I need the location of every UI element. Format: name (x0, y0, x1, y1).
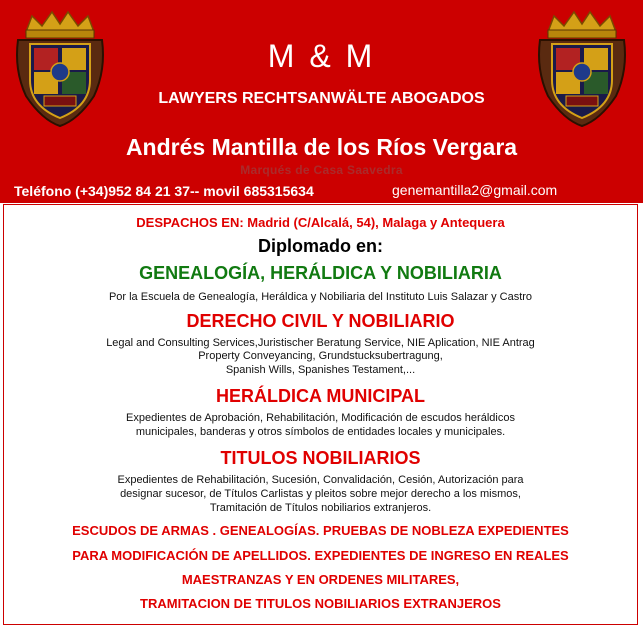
footer-line: PARA MODIFICACIÓN DE APELLIDOS. EXPEDIENTES DE INGRESO EN REALES (72, 548, 569, 563)
section-text: Expedientes de Aprobación, Rehabilitación, Modificación de escudos heráldicos (126, 412, 515, 424)
footer-line: ESCUDOS DE ARMAS . GENEALOGÍAS. PRUEBAS DE NOBLEZA EXPEDIENTES (72, 523, 569, 538)
section-text: Spanish Wills, Spanishes Testament,... (225, 364, 416, 376)
lawyers-subtitle: LAWYERS RECHTSANWÄLTE ABOGADOS (158, 90, 485, 107)
section-heading-titulos: TITULOS NOBILIARIOS (220, 448, 421, 468)
section-text: Por la Escuela de Genealogía, Heráldica y Nobiliaria del Instituto Luis Salazar y Castro (108, 291, 533, 303)
section-text: Expedientes de Rehabilitación, Sucesión, Convalidación, Cesión, Autorización para (117, 474, 524, 486)
lawyer-name: Andrés Mantilla de los Ríos Vergara (125, 134, 518, 160)
section-text: municipales, banderas y otros símbolos de entidades locales y municipales. (135, 426, 506, 438)
section-text: Legal and Consulting Services,Juristischer Beratung Service, NIE Aplication, NIE Antrag (106, 337, 535, 349)
section-text: Tramitación de Títulos nobiliarios extranjeros. (209, 502, 432, 514)
section-text: Property Conveyancing, Grundstucksubertragung, (198, 350, 443, 362)
section-heading-heraldica: HERÁLDICA MUNICIPAL (216, 386, 425, 406)
services-panel (3, 204, 638, 625)
section-heading-derecho: DERECHO CIVIL Y NOBILIARIO (186, 311, 455, 331)
brand-title: M & M (267, 38, 376, 74)
header-banner (0, 0, 643, 203)
noble-title: Marqués de Casa Saavedra (240, 163, 403, 177)
section-text: designar sucesor, de Títulos Carlistas y pleitos sobre mejor derecho a los mismos, (120, 488, 521, 500)
phone-number: Teléfono (+34)952 84 21 37-- movil 685315634 (14, 183, 314, 199)
email-address[interactable]: genemantilla2@gmail.com (392, 182, 558, 198)
footer-line: MAESTRANZAS Y EN ORDENES MILITARES, (181, 572, 460, 587)
diplomado-heading: Diplomado en: (258, 236, 383, 256)
section-heading-genealogia: GENEALOGÍA, HERÁLDICA Y NOBILIARIA (139, 263, 502, 283)
footer-line: TRAMITACION DE TITULOS NOBILIARIOS EXTRANJEROS (140, 596, 501, 611)
offices-line: DESPACHOS EN: Madrid (C/Alcalá, 54), Malaga y Antequera (136, 215, 505, 230)
